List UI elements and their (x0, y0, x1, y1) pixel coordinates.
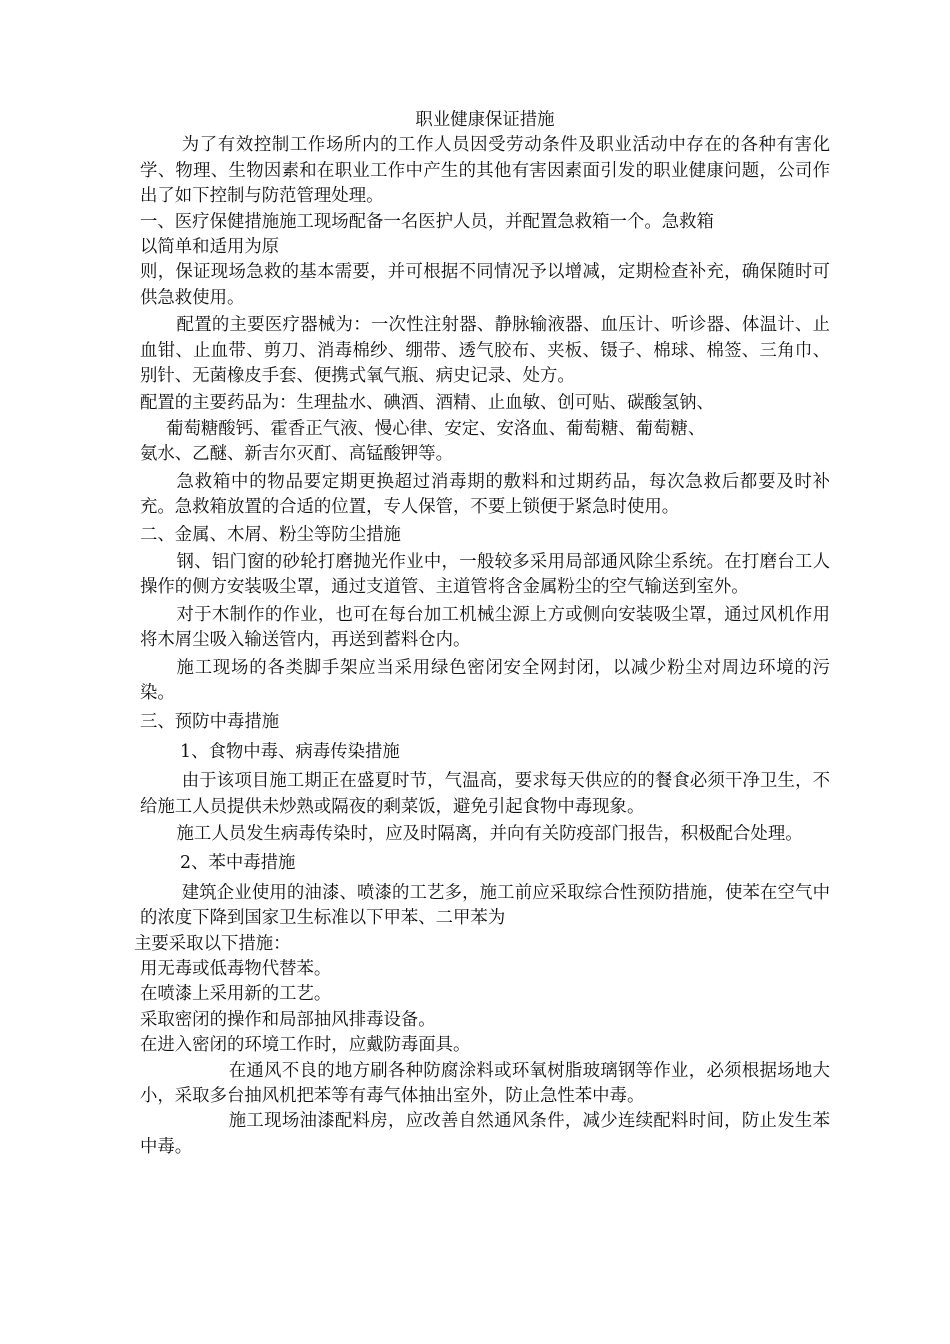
section-2-heading: 二、金属、木屑、粉尘等防尘措施 (140, 524, 401, 545)
section-3-1-heading: 1、食物中毒、病毒传染措施 (180, 741, 400, 762)
equipment-paragraph: 配置的主要医疗器械为：一次性注射器、静脉输液器、血压计、听诊器、体温计、止血钳、止血带、剪刀、消毒棉纱、绷带、透气胶布、夹板、镊子、棉球、棉签、三角巾、别针、无菌橡皮手套、便携式氧气瓶、病史记录、处方。 (140, 315, 830, 387)
section-3-1-paragraph-2: 施工人员发生病毒传染时，应及时隔离，并向有关防疫部门报告，积极配合处理。 (176, 823, 803, 844)
section-2-paragraph-2: 对于木制作的作业，也可在每台加工机械尘源上方或侧向安装吸尘罩，通过风机作用将木屑尘吸入输送管内，再送到蓄料仓内。 (140, 604, 830, 651)
measure-3: 采取密闭的操作和局部抽风排毒设备。 (140, 1009, 436, 1030)
section-1-line-3: 则，保证现场急救的基本需要，并可根据不同情况予以增减，定期检查补充，确保随时可供急救使用。 (140, 262, 830, 308)
measure-2: 在喷漆上采用新的工艺。 (140, 984, 332, 1005)
intro-paragraph: 为了有效控制工作场所内的工作人员因受劳动条件及职业活动中存在的各种有害化学、物理、生物因素和在职业工作中产生的其他有害因素面引发的职业健康问题，公司作出了如下控制与防范管理处理。 (140, 135, 830, 207)
section-3-heading: 三、预防中毒措施 (140, 712, 280, 733)
drugs-line-3: 氨水、乙醚、新吉尔灭酊、高锰酸钾等。 (140, 444, 454, 465)
measure-6: 施工现场油漆配料房，应改善自然通风条件，减少连续配料时间，防止发生苯中毒。 (140, 1111, 830, 1157)
measure-4: 在进入密闭的环境工作时，应戴防毒面具。 (140, 1035, 471, 1056)
section-3-2-paragraph-2: 主要采取以下措施： (134, 933, 291, 954)
section-1-line-2: 以简单和适用为原 (140, 237, 280, 258)
drugs-line-1: 配置的主要药品为：生理盐水、碘酒、酒精、止血敏、创可贴、碳酸氢钠、 (140, 393, 714, 414)
measure-1: 用无毒或低毒物代替苯。 (140, 959, 332, 979)
measure-5: 在通风不良的地方刷各种防腐涂料或环氧树脂玻璃钢等作业，必须根据场地大小，采取多台抽风机把苯等有毒气体抽出室外，防止急性苯中毒。 (140, 1060, 830, 1107)
first-aid-kit-paragraph: 急救箱中的物品要定期更换超过消毒期的敷料和过期药品，每次急救后都要及时补充。急救箱放置的合适的位置，专人保管，不要上锁便于紧急时使用。 (140, 471, 830, 518)
drugs-line-2: 葡萄糖酸钙、霍香正气液、慢心律、安定、安洛血、葡萄糖、葡萄糖、 (166, 418, 706, 439)
section-3-1-paragraph-1: 由于该项目施工期正在盛夏时节，气温高，要求每天供应的的餐食必须干净卫生，不给施工人员提供未炒熟或隔夜的剩菜饭，避免引起食物中毒现象。 (140, 771, 830, 817)
section-3-2-heading: 2、苯中毒措施 (180, 853, 296, 874)
section-1-line-1: 一、医疗保健措施施工现场配备一名医护人员，并配置急救箱一个。急救箱 (140, 211, 714, 232)
document-title: 职业健康保证措施 (415, 110, 555, 130)
section-3-2-paragraph-1: 建筑企业使用的油漆、喷漆的工艺多，施工前应采取综合性预防措施，使苯在空气中的浓度下降到国家卫生标准以下甲苯、二甲苯为 (140, 882, 830, 929)
document-page (134, 108, 830, 1160)
section-2-paragraph-1: 钢、铝门窗的砂轮打磨抛光作业中，一般较多采用局部通风除尘系统。在打磨台工人操作的侧方安装吸尘罩，通过支道管、主道管将含金属粉尘的空气输送到室外。 (140, 551, 830, 598)
section-2-paragraph-3: 施工现场的各类脚手架应当采用绿色密闭安全网封闭，以减少粉尘对周边环境的污染。 (140, 657, 830, 703)
